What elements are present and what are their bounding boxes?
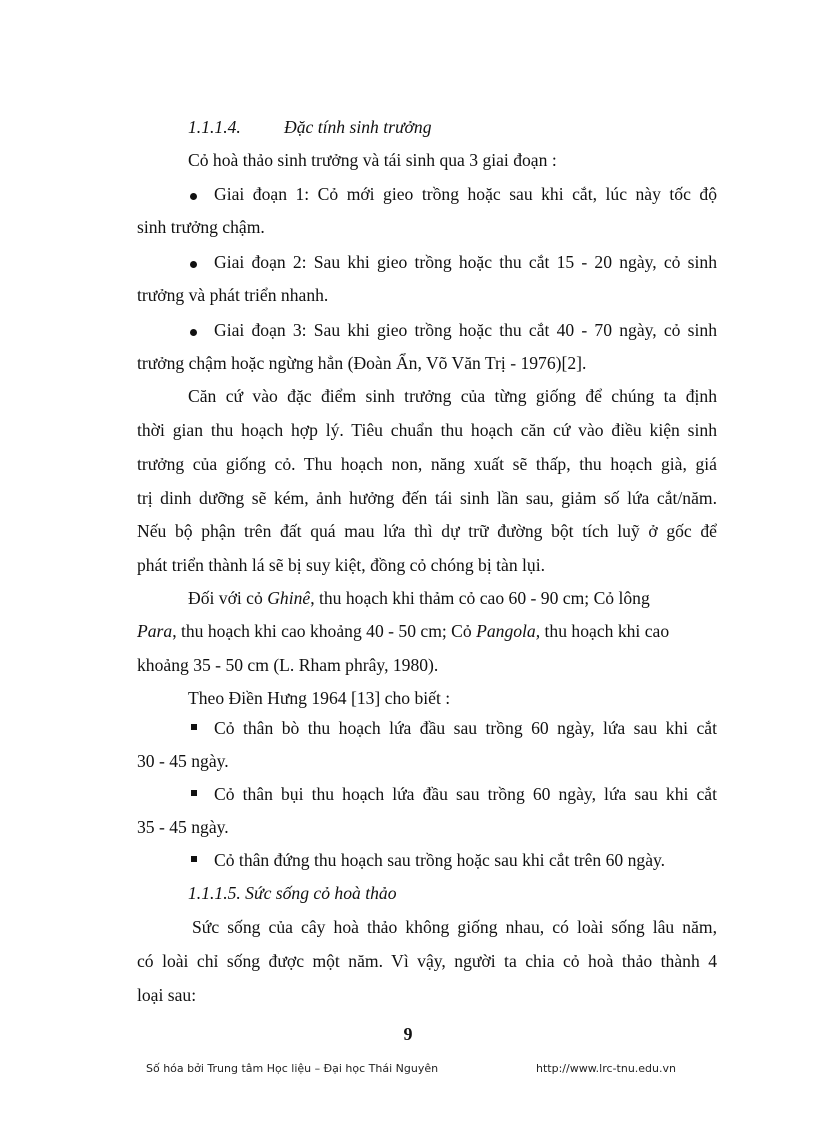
species-line-3: khoảng 35 - 50 cm (L. Rham phrây, 1980). [137, 655, 439, 675]
stage-3-line-1: Giai đoạn 3: Sau khi gieo trồng hoặc thu cắt 40 - 70 ngày, cỏ sinh [214, 320, 717, 340]
vitality-line-1: Sức sống của cây hoà thảo không giống nhau, có loài sống lâu năm, [192, 917, 717, 937]
stage-1-line-1: Giai đoạn 1: Cỏ mới gieo trồng hoặc sau khi cắt, lúc này tốc độ [214, 184, 717, 204]
vitality-line-2: có loài chỉ sống được một năm. Vì vậy, người ta chia cỏ hoà thảo thành 4 [137, 951, 717, 971]
grass-type-1-line-1: Cỏ thân bò thu hoạch lứa đầu sau trồng 60 ngày, lứa sau khi cắt [214, 718, 717, 738]
section-5-title: 1.1.1.5. Sức sống cỏ hoà thảo [188, 883, 397, 903]
stage-1-line-2: sinh trưởng chậm. [137, 217, 265, 237]
grass-type-2-line-2: 35 - 45 ngày. [137, 817, 229, 837]
page-number: 9 [403, 1024, 413, 1044]
harvest-line-3: trưởng của giống cỏ. Thu hoạch non, năng xuất sẽ thấp, thu hoạch già, giá [137, 454, 717, 474]
stage-2-line-1: Giai đoạn 2: Sau khi gieo trồng hoặc thu cắt 15 - 20 ngày, cỏ sinh [214, 252, 717, 272]
grass-type-2-line-1: Cỏ thân bụi thu hoạch lứa đầu sau trồng 60 ngày, lứa sau khi cắt [214, 784, 717, 804]
dien-hung-text: Theo Điền Hưng 1964 [13] cho biết : [188, 688, 451, 708]
bullet-square-icon [191, 856, 197, 862]
bullet-square-icon [191, 790, 197, 796]
harvest-line-1: Căn cứ vào đặc điểm sinh trưởng của từng giống để chúng ta định [188, 386, 717, 406]
species-text: thu hoạch khi cao [540, 621, 670, 641]
section-title: Đặc tính sinh trưởng [284, 117, 432, 137]
vitality-line-3: loại sau: [137, 985, 197, 1005]
species-text: , thu hoạch khi cao khoảng 40 - 50 cm; Cỏ [172, 621, 477, 641]
species-line-2 [137, 621, 717, 642]
section-number: 1.1.1.4. [188, 117, 241, 137]
species-line-1 [188, 588, 717, 609]
bullet-dot-icon [190, 261, 197, 268]
species-text: , thu hoạch khi thảm cỏ cao 60 - 90 cm; Cỏ lông [310, 588, 650, 608]
stage-2-line-2: trưởng và phát triển nhanh. [137, 285, 329, 305]
grass-type-3-line-1: Cỏ thân đứng thu hoạch sau trồng hoặc sau khi cắt trên 60 ngày. [214, 850, 666, 870]
species-name-pangola: Pangola, [476, 621, 541, 641]
species-name-para: Para [137, 621, 173, 641]
bullet-dot-icon [190, 193, 197, 200]
footer-url: http://www.lrc-tnu.edu.vn [536, 1062, 676, 1075]
intro-text: Cỏ hoà thảo sinh trưởng và tái sinh qua 3 giai đoạn : [188, 150, 557, 170]
harvest-line-2: thời gian thu hoạch hợp lý. Tiêu chuẩn thu hoạch căn cứ vào điều kiện sinh [137, 420, 717, 440]
harvest-line-4: trị dinh dưỡng sẽ kém, ảnh hưởng đến tái sinh lần sau, giảm số lứa cắt/năm. [137, 488, 717, 508]
species-name-ghine: Ghinê [267, 588, 311, 608]
harvest-line-6: phát triển thành lá sẽ bị suy kiệt, đồng cỏ chóng bị tàn lụi. [137, 555, 545, 575]
bullet-square-icon [191, 724, 197, 730]
harvest-line-5: Nếu bộ phận trên đất quá mau lứa thì dự trữ đường bột tích luỹ ở gốc để [137, 521, 717, 541]
footer-left: Số hóa bởi Trung tâm Học liệu – Đại học Thái Nguyên [146, 1062, 439, 1075]
bullet-dot-icon [190, 329, 197, 336]
grass-type-1-line-2: 30 - 45 ngày. [137, 751, 229, 771]
stage-3-line-2: trưởng chậm hoặc ngừng hẳn (Đoàn Ẩn, Võ Văn Trị - 1976)[2]. [137, 353, 587, 373]
species-text: Đối với cỏ [188, 588, 268, 608]
